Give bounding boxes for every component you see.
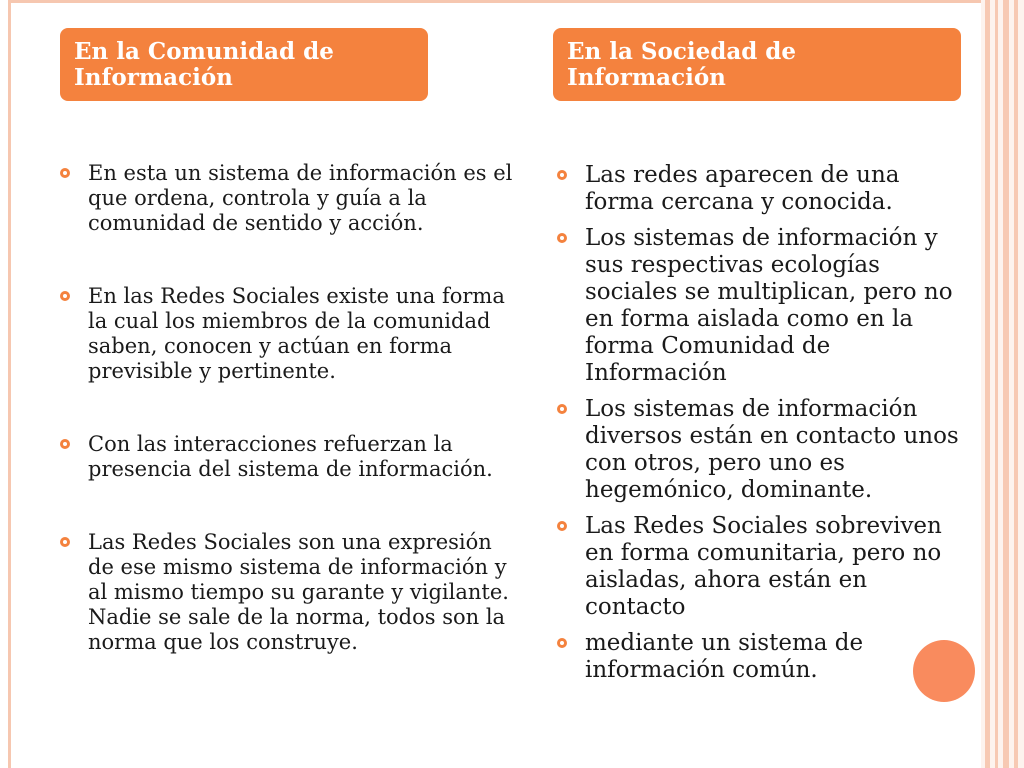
right-column-header: En la Sociedad de Información [553,28,961,101]
left-column-header: En la Comunidad de Información [60,28,428,101]
bullet-icon [557,233,567,243]
bullet-icon [557,170,567,180]
list-item [557,513,967,621]
frame-top-border [8,0,992,3]
bullet-icon [557,638,567,648]
stripe [995,0,998,768]
bullet-text: Los sistemas de información y sus respectivas ecologías sociales se multiplican, pero no en forma aislada como en la forma Comunidad de Información [585,225,953,386]
bullet-icon [60,291,70,301]
bullet-icon [60,439,70,449]
bullet-text: En las Redes Sociales existe una forma la cual los miembros de la comunidad saben, conocen y actúan en forma previsible y pertinente. [88,284,505,383]
list-item [60,432,520,482]
left-bullet-list [60,161,520,703]
bullet-text: Con las interacciones refuerzan la presencia del sistema de información. [88,432,493,481]
bullet-icon [60,537,70,547]
bullet-text: Los sistemas de información diversos están en contacto unos con otros, pero uno es hegemónico, dominante. [585,396,959,503]
stripe [1003,0,1009,768]
list-item [557,396,967,504]
bullet-text: Las Redes Sociales son una expresión de ese mismo sistema de información y al mismo tiempo su garante y vigilante. Nadie se sale de la norma, todos son la norma que los construye. [88,530,509,654]
decorative-stripes [981,0,1024,768]
bullet-text: En esta un sistema de información es el que ordena, controla y guía a la comunidad de sentido y acción. [88,161,513,235]
list-item [557,225,967,387]
decorative-circle [913,640,975,702]
bullet-text: Las Redes Sociales sobreviven en forma comunitaria, pero no aisladas, ahora están en contacto [585,513,942,620]
stripe [985,0,990,768]
list-item [557,162,967,216]
bullet-icon [557,521,567,531]
right-bullet-list [557,162,967,693]
frame-left-border [8,0,11,768]
list-item [557,630,967,684]
list-item [60,530,520,655]
bullet-icon [60,168,70,178]
bullet-icon [557,404,567,414]
bullet-text: mediante un sistema de información común. [585,630,864,683]
list-item [60,284,520,384]
stripe [1014,0,1018,768]
list-item [60,161,520,236]
bullet-text: Las redes aparecen de una forma cercana y conocida. [585,162,900,215]
